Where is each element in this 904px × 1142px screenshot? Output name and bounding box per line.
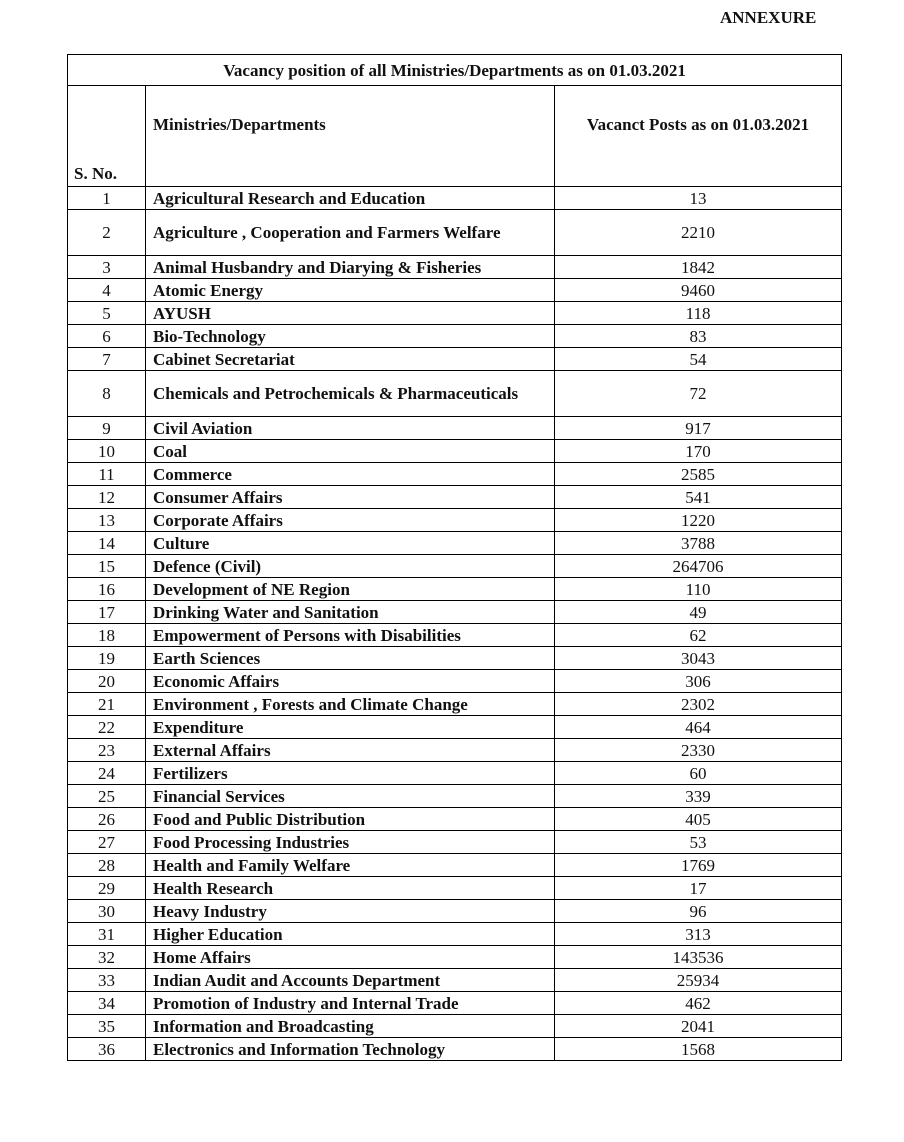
- table-row: [68, 256, 842, 279]
- row-ministry: Food and Public Distribution: [146, 808, 555, 831]
- table-row: [68, 969, 842, 992]
- table-row: [68, 739, 842, 762]
- row-vacant-posts: 306: [555, 670, 842, 693]
- row-sno: 13: [68, 509, 146, 532]
- row-sno: 21: [68, 693, 146, 716]
- row-sno: 35: [68, 1015, 146, 1038]
- table-row: [68, 440, 842, 463]
- table-row: [68, 302, 842, 325]
- table-row: [68, 624, 842, 647]
- row-vacant-posts: 1769: [555, 854, 842, 877]
- row-ministry: Earth Sciences: [146, 647, 555, 670]
- row-sno: 8: [68, 371, 146, 417]
- row-ministry: Health Research: [146, 877, 555, 900]
- row-vacant-posts: 264706: [555, 555, 842, 578]
- row-ministry: Empowerment of Persons with Disabilities: [146, 624, 555, 647]
- row-ministry: Agricultural Research and Education: [146, 187, 555, 210]
- row-vacant-posts: 25934: [555, 969, 842, 992]
- row-ministry: Chemicals and Petrochemicals & Pharmaceuticals: [146, 371, 555, 417]
- row-ministry: Civil Aviation: [146, 417, 555, 440]
- row-sno: 32: [68, 946, 146, 969]
- row-sno: 17: [68, 601, 146, 624]
- row-ministry: Health and Family Welfare: [146, 854, 555, 877]
- table-row: [68, 877, 842, 900]
- row-vacant-posts: 462: [555, 992, 842, 1015]
- table-row: [68, 417, 842, 440]
- row-vacant-posts: 83: [555, 325, 842, 348]
- row-sno: 22: [68, 716, 146, 739]
- row-vacant-posts: 2041: [555, 1015, 842, 1038]
- row-ministry: Home Affairs: [146, 946, 555, 969]
- row-sno: 16: [68, 578, 146, 601]
- row-sno: 30: [68, 900, 146, 923]
- table-row: [68, 463, 842, 486]
- table-row: [68, 900, 842, 923]
- table-row: [68, 808, 842, 831]
- row-ministry: Corporate Affairs: [146, 509, 555, 532]
- row-vacant-posts: 53: [555, 831, 842, 854]
- table-row: [68, 647, 842, 670]
- row-sno: 34: [68, 992, 146, 1015]
- row-ministry: AYUSH: [146, 302, 555, 325]
- table-row: [68, 946, 842, 969]
- row-sno: 36: [68, 1038, 146, 1061]
- row-ministry: Consumer Affairs: [146, 486, 555, 509]
- table-row: [68, 325, 842, 348]
- row-sno: 9: [68, 417, 146, 440]
- row-ministry: Fertilizers: [146, 762, 555, 785]
- table-row: [68, 279, 842, 302]
- row-vacant-posts: 110: [555, 578, 842, 601]
- row-vacant-posts: 9460: [555, 279, 842, 302]
- row-vacant-posts: 118: [555, 302, 842, 325]
- table-row: [68, 601, 842, 624]
- table-row: [68, 210, 842, 256]
- vacancy-table: [67, 54, 842, 1061]
- row-sno: 33: [68, 969, 146, 992]
- row-ministry: Food Processing Industries: [146, 831, 555, 854]
- row-ministry: Coal: [146, 440, 555, 463]
- row-sno: 5: [68, 302, 146, 325]
- row-ministry: Drinking Water and Sanitation: [146, 601, 555, 624]
- table-row: [68, 693, 842, 716]
- row-vacant-posts: 917: [555, 417, 842, 440]
- header-vacant-posts: Vacanct Posts as on 01.03.2021: [555, 86, 842, 187]
- row-vacant-posts: 49: [555, 601, 842, 624]
- row-vacant-posts: 1568: [555, 1038, 842, 1061]
- table-row: [68, 785, 842, 808]
- row-ministry: Atomic Energy: [146, 279, 555, 302]
- row-vacant-posts: 170: [555, 440, 842, 463]
- row-ministry: Heavy Industry: [146, 900, 555, 923]
- row-ministry: Animal Husbandry and Diarying & Fisheries: [146, 256, 555, 279]
- row-ministry: Environment , Forests and Climate Change: [146, 693, 555, 716]
- row-ministry: External Affairs: [146, 739, 555, 762]
- row-sno: 23: [68, 739, 146, 762]
- row-vacant-posts: 541: [555, 486, 842, 509]
- row-ministry: Cabinet Secretariat: [146, 348, 555, 371]
- row-sno: 28: [68, 854, 146, 877]
- row-sno: 26: [68, 808, 146, 831]
- table-caption-row: [68, 55, 842, 86]
- row-vacant-posts: 339: [555, 785, 842, 808]
- row-sno: 24: [68, 762, 146, 785]
- table-row: [68, 348, 842, 371]
- table-row: [68, 187, 842, 210]
- row-vacant-posts: 54: [555, 348, 842, 371]
- row-ministry: Bio-Technology: [146, 325, 555, 348]
- row-ministry: Financial Services: [146, 785, 555, 808]
- row-vacant-posts: 13: [555, 187, 842, 210]
- row-sno: 25: [68, 785, 146, 808]
- row-vacant-posts: 72: [555, 371, 842, 417]
- row-ministry: Development of NE Region: [146, 578, 555, 601]
- row-sno: 18: [68, 624, 146, 647]
- row-vacant-posts: 1220: [555, 509, 842, 532]
- table-row: [68, 532, 842, 555]
- row-sno: 15: [68, 555, 146, 578]
- row-sno: 19: [68, 647, 146, 670]
- row-sno: 12: [68, 486, 146, 509]
- row-sno: 7: [68, 348, 146, 371]
- table-row: [68, 1038, 842, 1061]
- row-ministry: Culture: [146, 532, 555, 555]
- row-ministry: Higher Education: [146, 923, 555, 946]
- row-vacant-posts: 2330: [555, 739, 842, 762]
- row-vacant-posts: 464: [555, 716, 842, 739]
- row-sno: 6: [68, 325, 146, 348]
- row-ministry: Expenditure: [146, 716, 555, 739]
- row-ministry: Electronics and Information Technology: [146, 1038, 555, 1061]
- row-vacant-posts: 143536: [555, 946, 842, 969]
- row-vacant-posts: 405: [555, 808, 842, 831]
- row-sno: 29: [68, 877, 146, 900]
- row-vacant-posts: 96: [555, 900, 842, 923]
- row-ministry: Economic Affairs: [146, 670, 555, 693]
- row-sno: 2: [68, 210, 146, 256]
- row-ministry: Promotion of Industry and Internal Trade: [146, 992, 555, 1015]
- row-ministry: Commerce: [146, 463, 555, 486]
- row-ministry: Agriculture , Cooperation and Farmers Welfare: [146, 210, 555, 256]
- table-row: [68, 992, 842, 1015]
- row-sno: 4: [68, 279, 146, 302]
- table-row: [68, 831, 842, 854]
- table-row: [68, 578, 842, 601]
- table-row: [68, 762, 842, 785]
- table-row: [68, 854, 842, 877]
- row-vacant-posts: 1842: [555, 256, 842, 279]
- row-vacant-posts: 62: [555, 624, 842, 647]
- table-row: [68, 371, 842, 417]
- row-sno: 20: [68, 670, 146, 693]
- table-row: [68, 670, 842, 693]
- table-row: [68, 486, 842, 509]
- table-row: [68, 1015, 842, 1038]
- row-sno: 1: [68, 187, 146, 210]
- row-ministry: Defence (Civil): [146, 555, 555, 578]
- row-vacant-posts: 313: [555, 923, 842, 946]
- table-row: [68, 555, 842, 578]
- table-row: [68, 923, 842, 946]
- table-caption: Vacancy position of all Ministries/Departments as on 01.03.2021: [68, 55, 842, 86]
- row-ministry: Information and Broadcasting: [146, 1015, 555, 1038]
- row-sno: 31: [68, 923, 146, 946]
- row-vacant-posts: 60: [555, 762, 842, 785]
- row-sno: 3: [68, 256, 146, 279]
- row-vacant-posts: 2210: [555, 210, 842, 256]
- row-sno: 14: [68, 532, 146, 555]
- table-header-row: [68, 86, 842, 187]
- row-vacant-posts: 3043: [555, 647, 842, 670]
- table-row: [68, 716, 842, 739]
- row-vacant-posts: 2585: [555, 463, 842, 486]
- row-sno: 27: [68, 831, 146, 854]
- row-ministry: Indian Audit and Accounts Department: [146, 969, 555, 992]
- annexure-label: ANNEXURE: [720, 8, 817, 27]
- row-vacant-posts: 3788: [555, 532, 842, 555]
- header-ministry: Ministries/Departments: [146, 86, 555, 187]
- header-sno: S. No.: [68, 86, 146, 187]
- row-sno: 11: [68, 463, 146, 486]
- table-row: [68, 509, 842, 532]
- row-sno: 10: [68, 440, 146, 463]
- row-vacant-posts: 17: [555, 877, 842, 900]
- row-vacant-posts: 2302: [555, 693, 842, 716]
